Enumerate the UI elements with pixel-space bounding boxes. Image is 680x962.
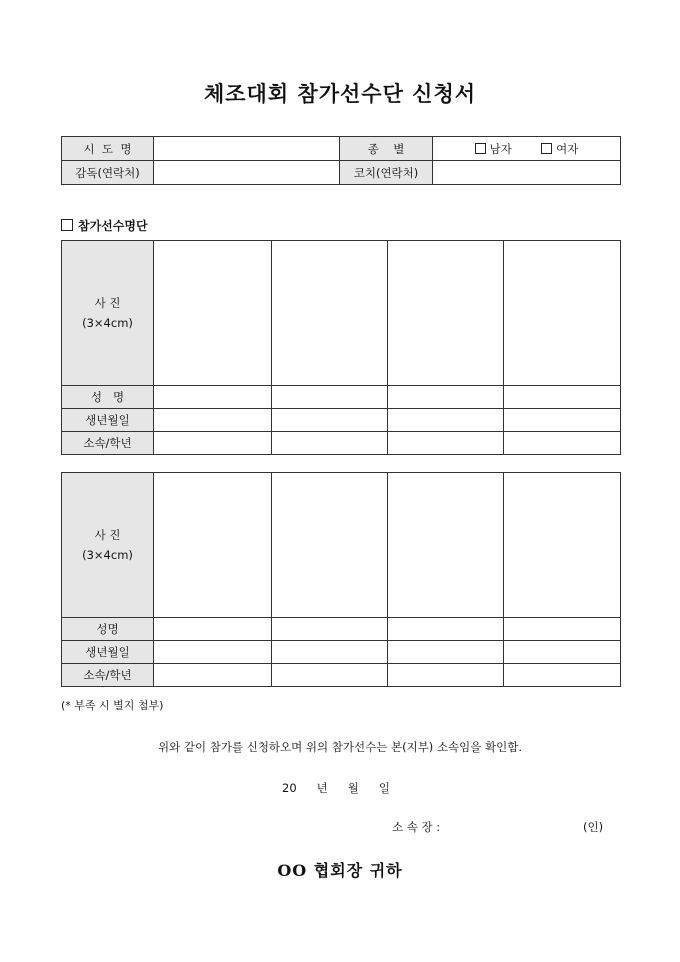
photo-slot[interactable] xyxy=(154,473,272,618)
coach-label: 코치(연락처) xyxy=(340,161,433,185)
signatory-label: 소 속 장 : xyxy=(392,820,441,834)
name-field[interactable] xyxy=(272,618,388,641)
affiliation-field[interactable] xyxy=(504,432,621,455)
photo-slot[interactable] xyxy=(504,473,621,618)
birthdate-field[interactable] xyxy=(388,641,504,664)
name-field[interactable] xyxy=(388,386,504,409)
name-field[interactable] xyxy=(154,386,272,409)
confirmation-statement: 위와 같이 참가를 신청하오며 위의 참가선수는 본(지부) 소속임을 확인함. xyxy=(157,740,523,754)
birthdate-field[interactable] xyxy=(154,409,272,432)
photo-slot[interactable] xyxy=(272,473,388,618)
affiliation-label: 소속/학년 xyxy=(62,432,154,455)
roster-heading-text: 참가선수명단 xyxy=(78,219,148,233)
photo-slot[interactable] xyxy=(504,241,621,386)
affiliation-field[interactable] xyxy=(154,664,272,687)
name-field[interactable] xyxy=(388,618,504,641)
seal-mark: (인) xyxy=(583,820,604,834)
photo-slot[interactable] xyxy=(154,241,272,386)
birthdate-field[interactable] xyxy=(388,409,504,432)
form-title: 체조대회 참가선수단 신청서 xyxy=(203,81,477,106)
square-bullet-icon xyxy=(61,219,73,231)
photo-slot[interactable] xyxy=(388,241,504,386)
day-unit: 일 xyxy=(378,781,390,795)
sido-field[interactable] xyxy=(154,137,340,161)
attachment-note: (* 부족 시 별지 첨부) xyxy=(61,699,164,712)
date-line xyxy=(282,780,410,796)
name-field[interactable] xyxy=(154,618,272,641)
birthdate-field[interactable] xyxy=(504,641,621,664)
applicant-info-table xyxy=(61,136,621,185)
birthdate-label: 생년월일 xyxy=(62,641,154,664)
gender-options xyxy=(433,137,621,161)
year-unit: 년 xyxy=(316,781,328,795)
director-field[interactable] xyxy=(154,161,340,185)
name-field[interactable] xyxy=(504,386,621,409)
male-checkbox[interactable] xyxy=(475,143,486,154)
photo-size-label: (3×4cm) xyxy=(82,548,133,562)
birthdate-field[interactable] xyxy=(154,641,272,664)
roster-table-1 xyxy=(61,240,621,455)
addressee: OO 협회장 귀하 xyxy=(277,861,403,880)
photo-slot[interactable] xyxy=(388,473,504,618)
female-checkbox[interactable] xyxy=(541,143,552,154)
year-prefix: 20 xyxy=(282,781,297,795)
name-label: 성 명 xyxy=(62,386,154,409)
gender-female-option[interactable] xyxy=(541,142,578,156)
gender-label: 종 별 xyxy=(340,137,433,161)
male-label: 남자 xyxy=(489,141,512,156)
birthdate-field[interactable] xyxy=(272,409,388,432)
photo-label: 사 진 xyxy=(94,528,121,542)
coach-field[interactable] xyxy=(433,161,621,185)
birthdate-field[interactable] xyxy=(504,409,621,432)
photo-label: 사 진 xyxy=(94,296,121,310)
roster-table-2 xyxy=(61,472,621,687)
director-label: 감독(연락처) xyxy=(62,161,154,185)
birthdate-field[interactable] xyxy=(272,641,388,664)
photo-slot[interactable] xyxy=(272,241,388,386)
photo-size-label: (3×4cm) xyxy=(82,316,133,330)
month-unit: 월 xyxy=(347,781,359,795)
name-field[interactable] xyxy=(272,386,388,409)
photo-label-cell xyxy=(62,473,154,618)
affiliation-field[interactable] xyxy=(272,664,388,687)
affiliation-field[interactable] xyxy=(504,664,621,687)
birthdate-label: 생년월일 xyxy=(62,409,154,432)
photo-label-cell xyxy=(62,241,154,386)
affiliation-field[interactable] xyxy=(388,664,504,687)
affiliation-field[interactable] xyxy=(154,432,272,455)
name-label: 성명 xyxy=(62,618,154,641)
affiliation-label: 소속/학년 xyxy=(62,664,154,687)
gender-male-option[interactable] xyxy=(475,142,512,156)
name-field[interactable] xyxy=(504,618,621,641)
female-label: 여자 xyxy=(556,141,579,156)
sido-label: 시 도 명 xyxy=(62,137,154,161)
affiliation-field[interactable] xyxy=(272,432,388,455)
affiliation-field[interactable] xyxy=(388,432,504,455)
roster-section-heading xyxy=(61,217,148,234)
